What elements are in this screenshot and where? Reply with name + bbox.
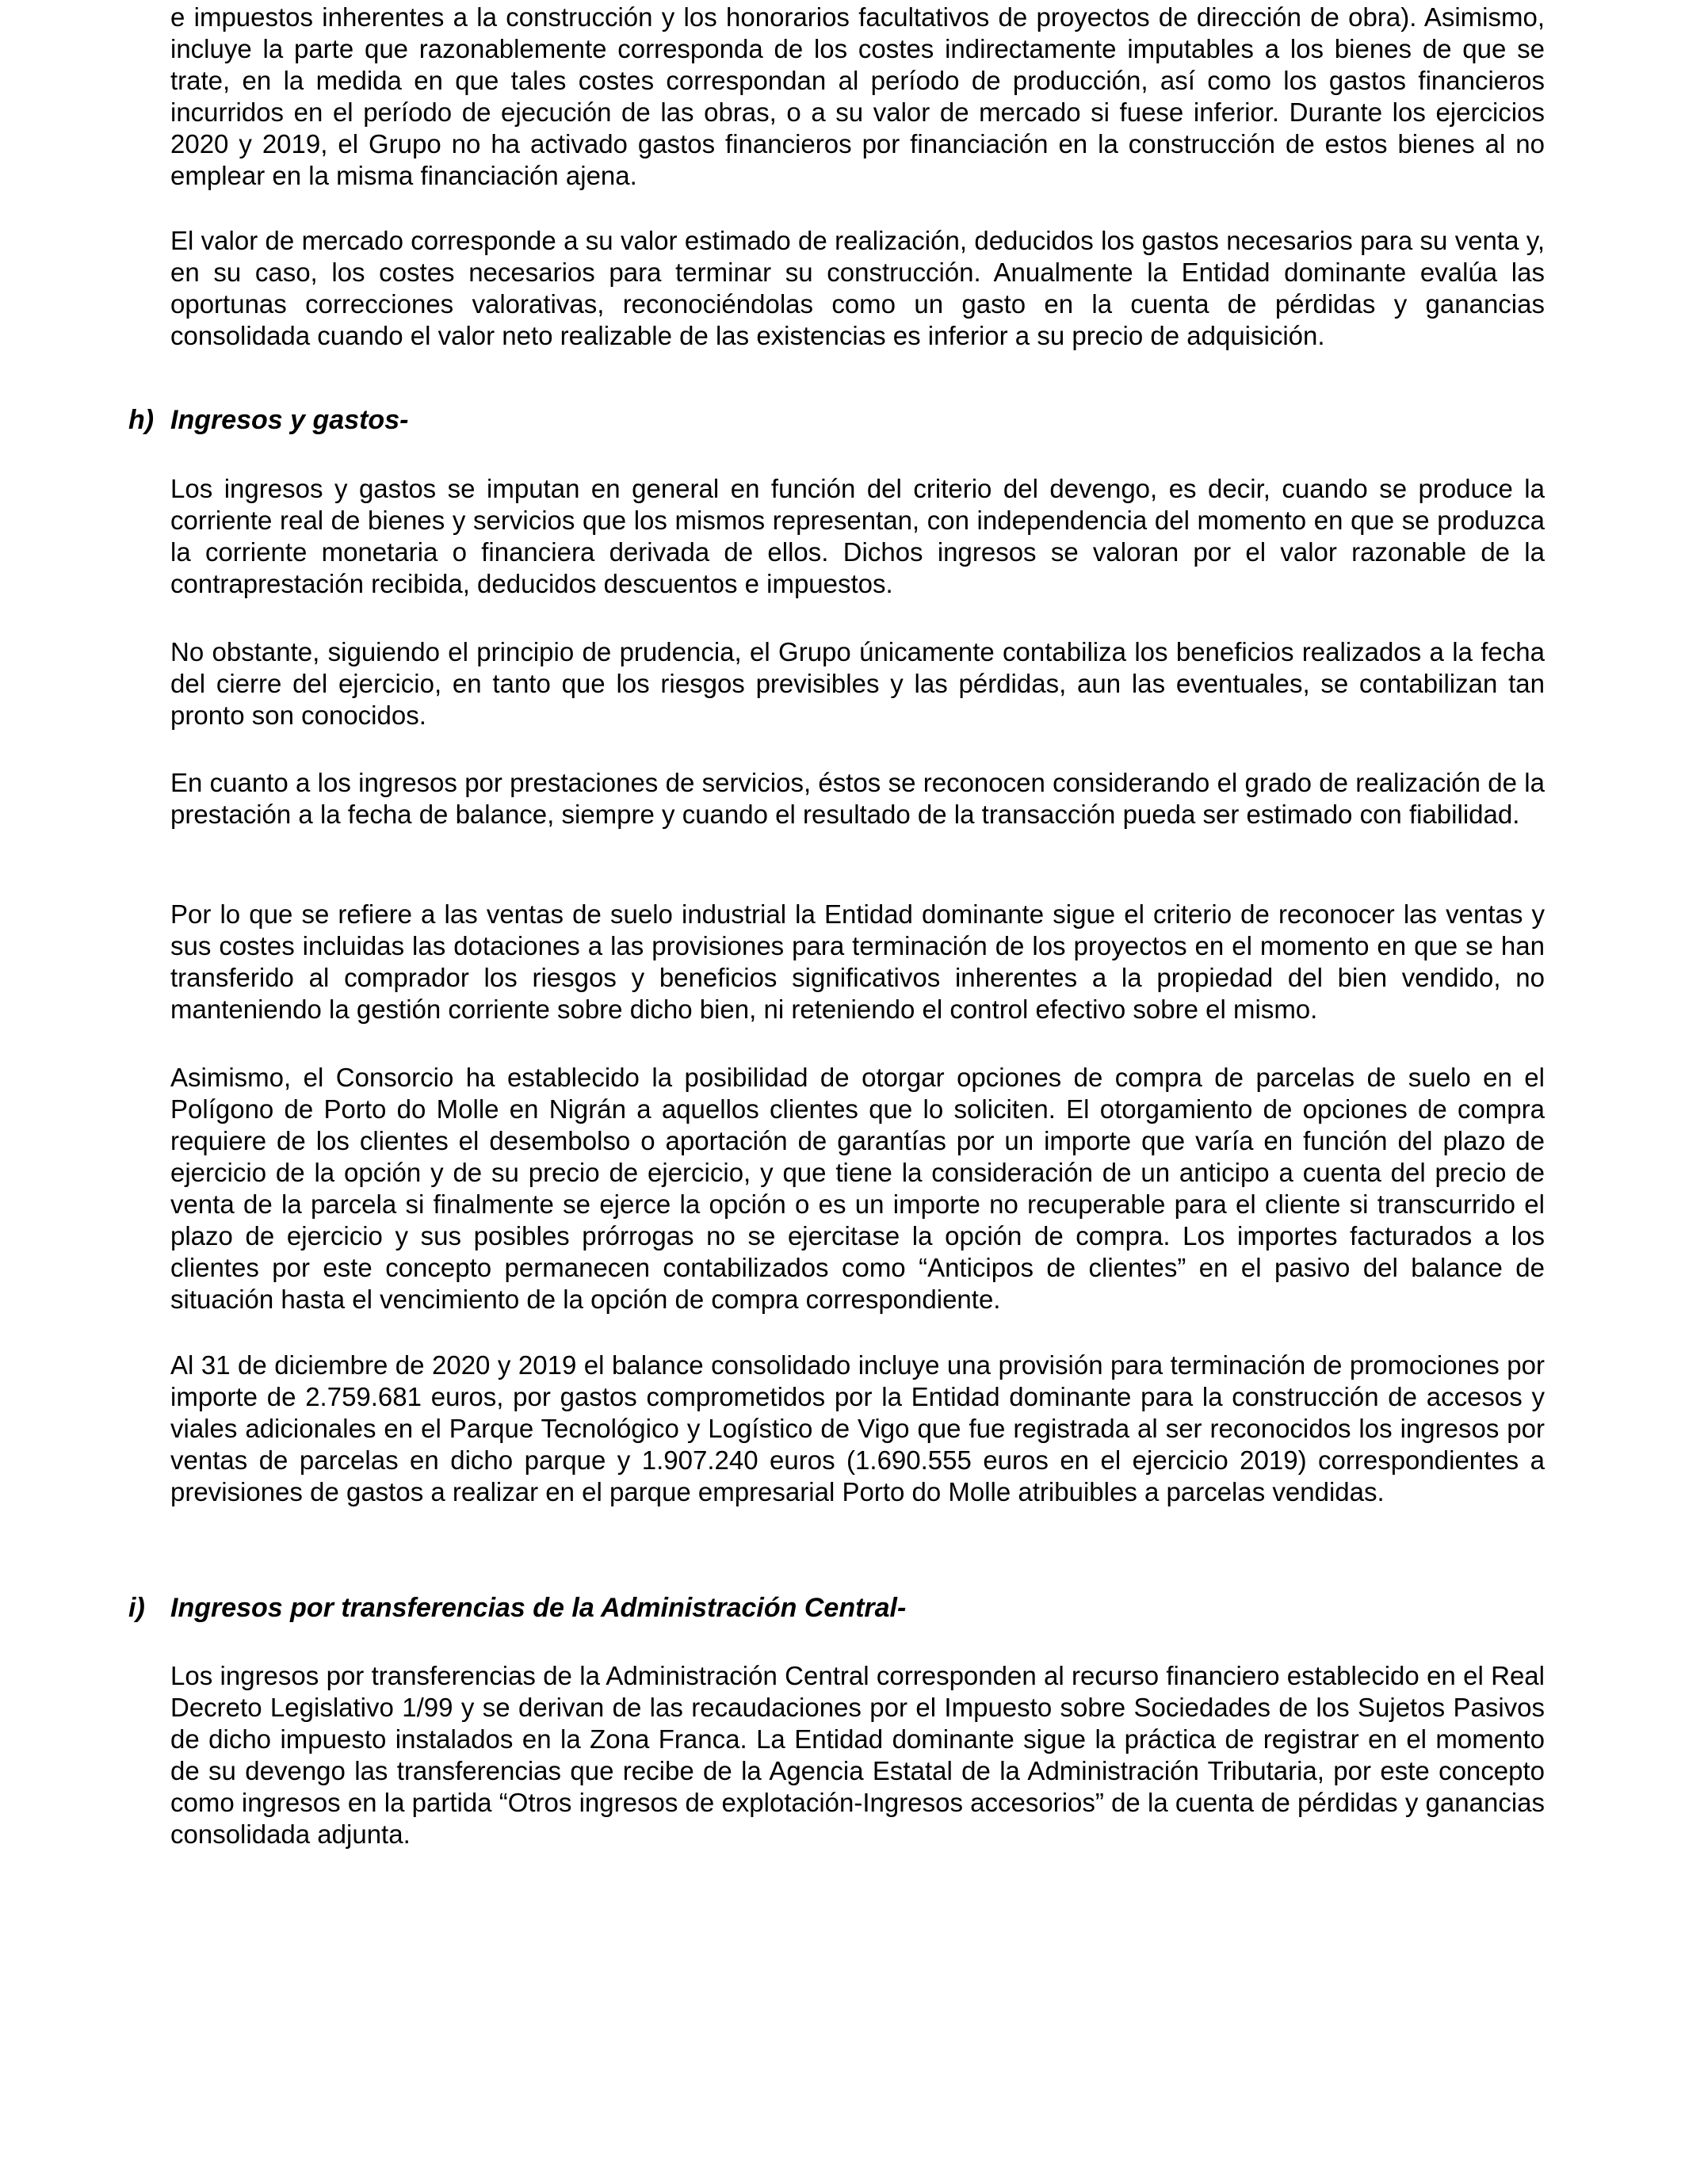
- paragraph-devengo: Los ingresos y gastos se imputan en general en función del criterio del devengo, es decir, cuando se produce la corriente real de bienes y servicios que los mismos representan, con independencia del momento en que se produzca la corriente monetaria o financiera derivada de ellos. Dichos ingresos se valoran por el valor razonable de la contraprestación recibida, deducidos descuentos e impuestos.: [170, 474, 1545, 598]
- section-letter-i: i): [128, 1593, 145, 1623]
- paragraph-valor-mercado: El valor de mercado corresponde a su valor estimado de realización, deducidos los gastos necesarios para su venta y, en su caso, los costes necesarios para terminar su construcción. Anualmente la Entidad dominante evalúa las oportunas correcciones valorativas, reconociéndolas como un gasto en la cuenta de pérdidas y ganancias consolidada cuando el valor neto realizable de las existencias es inferior a su precio de adquisición.: [170, 226, 1545, 350]
- paragraph-provision-terminacion: Al 31 de diciembre de 2020 y 2019 el balance consolidado incluye una provisión para terminación de promociones por importe de 2.759.681 euros, por gastos comprometidos por la Entidad dominante para la construcción de accesos y viales adicionales en el Parque Tecnológico y Logístico de Vigo que fue registrada al ser reconocidos los ingresos por ventas de parcelas en dicho parque y 1.907.240 euros (1.690.555 euros en el ejercicio 2019) correspondientes a previsiones de gastos a realizar en el parque empresarial Porto do Molle atribuibles a parcelas vendidas.: [170, 1350, 1545, 1506]
- section-heading-h: [128, 404, 408, 436]
- paragraph-ventas-suelo: Por lo que se refiere a las ventas de suelo industrial la Entidad dominante sigue el criterio de reconocer las ventas y sus costes incluidas las dotaciones a las provisiones para terminación de los proyectos en el momento en que se han transferido al comprador los riesgos y beneficios significativos inherentes a la propiedad del bien vendido, no manteniendo la gestión corriente sobre dicho bien, ni reteniendo el control efectivo sobre el mismo.: [170, 899, 1545, 1024]
- paragraph-existencias-valoracion: e impuestos inherentes a la construcción y los honorarios facultativos de proyectos de dirección de obra). Asimismo, incluye la parte que razonablemente corresponda de los costes indirectamente imputables a los bienes de que se trate, en la medida en que tales costes correspondan al período de producción, así como los gastos financieros incurridos en el período de ejecución de las obras, o a su valor de mercado si fuese inferior. Durante los ejercicios 2020 y 2019, el Grupo no ha activado gastos financieros por financiación en la construcción de estos bienes al no emplear en la misma financiación ajena.: [170, 2, 1545, 190]
- section-title-h: Ingresos y gastos-: [170, 405, 409, 435]
- paragraph-opciones-compra: Asimismo, el Consorcio ha establecido la posibilidad de otorgar opciones de compra de parcelas de suelo en el Polígono de Porto do Molle en Nigrán a aquellos clientes que lo soliciten. El otorgamiento de opciones de compra requiere de los clientes el desembolso o aportación de garantías por un importe que varía en función del plazo de ejercicio de la opción y de su precio de ejercicio, y que tiene la consideración de un anticipo a cuenta del precio de venta de la parcela si finalmente se ejerce la opción o es un importe no recuperable para el cliente si transcurrido el plazo de ejercicio y sus posibles prórrogas no se ejercitase la opción de compra. Los importes facturados a los clientes por este concepto permanecen contabilizados como “Anticipos de clientes” en el pasivo del balance de situación hasta el vencimiento de la opción de compra correspondiente.: [170, 1063, 1545, 1314]
- section-letter-h: h): [128, 405, 155, 435]
- paragraph-prudencia: No obstante, siguiendo el principio de prudencia, el Grupo únicamente contabiliza los beneficios realizados a la fecha del cierre del ejercicio, en tanto que los riesgos previsibles y las pérdidas, aun las eventuales, se contabilizan tan pronto son conocidos.: [170, 637, 1545, 730]
- paragraph-transferencias: Los ingresos por transferencias de la Administración Central corresponden al recurso financiero establecido en el Real Decreto Legislativo 1/99 y se derivan de las recaudaciones por el Impuesto sobre Sociedades de los Sujetos Pasivos de dicho impuesto instalados en la Zona Franca. La Entidad dominante sigue la práctica de registrar en el momento de su devengo las transferencias que recibe de la Agencia Estatal de la Administración Tributaria, por este concepto como ingresos en la partida “Otros ingresos de explotación-Ingresos accesorios” de la cuenta de pérdidas y ganancias consolidada adjunta.: [170, 1661, 1545, 1849]
- section-title-i: Ingresos por transferencias de la Administración Central-: [170, 1593, 907, 1623]
- paragraph-prestaciones-servicios: En cuanto a los ingresos por prestaciones de servicios, éstos se reconocen considerando el grado de realización de la prestación a la fecha de balance, siempre y cuando el resultado de la transacción pueda ser estimado con fiabilidad.: [170, 768, 1545, 829]
- section-heading-i: [128, 1592, 906, 1624]
